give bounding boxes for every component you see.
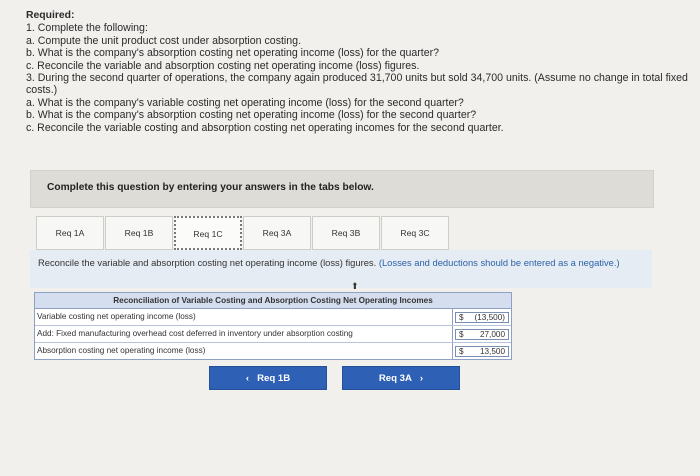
req-line: a. Compute the unit product cost under absorption costing. [26, 34, 302, 47]
amount-value: 13,500 [479, 346, 505, 356]
tab-req-1c[interactable]: Req 1C [174, 216, 242, 250]
tab-req-3c[interactable]: Req 3C [381, 216, 449, 250]
requirements-text [26, 10, 694, 134]
row-label: Variable costing net operating income (loss) [35, 309, 453, 325]
table-row [35, 309, 511, 326]
next-button-label: Req 3A [378, 372, 412, 384]
req-line: b. What is the company's absorption costing net operating income (loss) for the quarter? [26, 47, 440, 60]
tab-req-1b[interactable]: Req 1B [105, 216, 173, 250]
next-tab-button[interactable] [342, 366, 460, 390]
table-row [35, 343, 511, 359]
row-label: Absorption costing net operating income (loss) [35, 343, 453, 359]
prev-tab-button[interactable] [209, 366, 327, 390]
instruction-note: (Losses and deductions should be entered as a negative.) [378, 257, 620, 268]
tab-bar [36, 216, 450, 250]
req-line: a. What is the company's variable costing net operating income (loss) for the second quarter? [26, 96, 464, 109]
required-heading: Required: [26, 10, 75, 21]
amount-input[interactable] [455, 346, 509, 357]
amount-value: (13,500) [474, 312, 505, 322]
currency-symbol: $ [459, 346, 464, 356]
prev-button-label: Req 1B [257, 372, 291, 384]
currency-symbol: $ [459, 312, 464, 322]
req-line: c. Reconcile the variable and absorption costing net operating income (loss) figures. [26, 59, 420, 72]
tab-req-3b[interactable]: Req 3B [312, 216, 380, 250]
currency-symbol: $ [459, 329, 464, 339]
table-title: Reconciliation of Variable Costing and Absorption Costing Net Operating Incomes [35, 293, 511, 309]
reconciliation-table [34, 292, 512, 360]
row-label: Add: Fixed manufacturing overhead cost deferred in inventory under absorption costing [35, 326, 453, 342]
amount-input[interactable] [455, 312, 509, 323]
mouse-cursor-icon: ⬆ [351, 281, 359, 291]
tab-req-1a[interactable]: Req 1A [36, 216, 104, 250]
req-line: 1. Complete the following: [26, 22, 148, 35]
amount-input[interactable] [455, 329, 509, 340]
table-row [35, 326, 511, 343]
req-line: b. What is the company's absorption costing net operating income (loss) for the second quarter? [26, 109, 477, 122]
amount-value: 27,000 [479, 329, 505, 339]
instruction-box [30, 250, 652, 288]
chevron-right-icon: › [419, 372, 424, 384]
req-line: c. Reconcile the variable costing and absorption costing net operating incomes for the second quarter. [26, 121, 504, 134]
chevron-left-icon: ‹ [245, 372, 250, 384]
req-line: 3. During the second quarter of operations, the company again produced 31,700 units but sold 34,700 units. (Assume no change in total fixed costs.) [26, 72, 688, 97]
tab-req-3a[interactable]: Req 3A [243, 216, 311, 250]
panel-header: Complete this question by entering your answers in the tabs below. [30, 170, 654, 208]
instruction-text: Reconcile the variable and absorption costing net operating income (loss) figures. [38, 257, 377, 268]
